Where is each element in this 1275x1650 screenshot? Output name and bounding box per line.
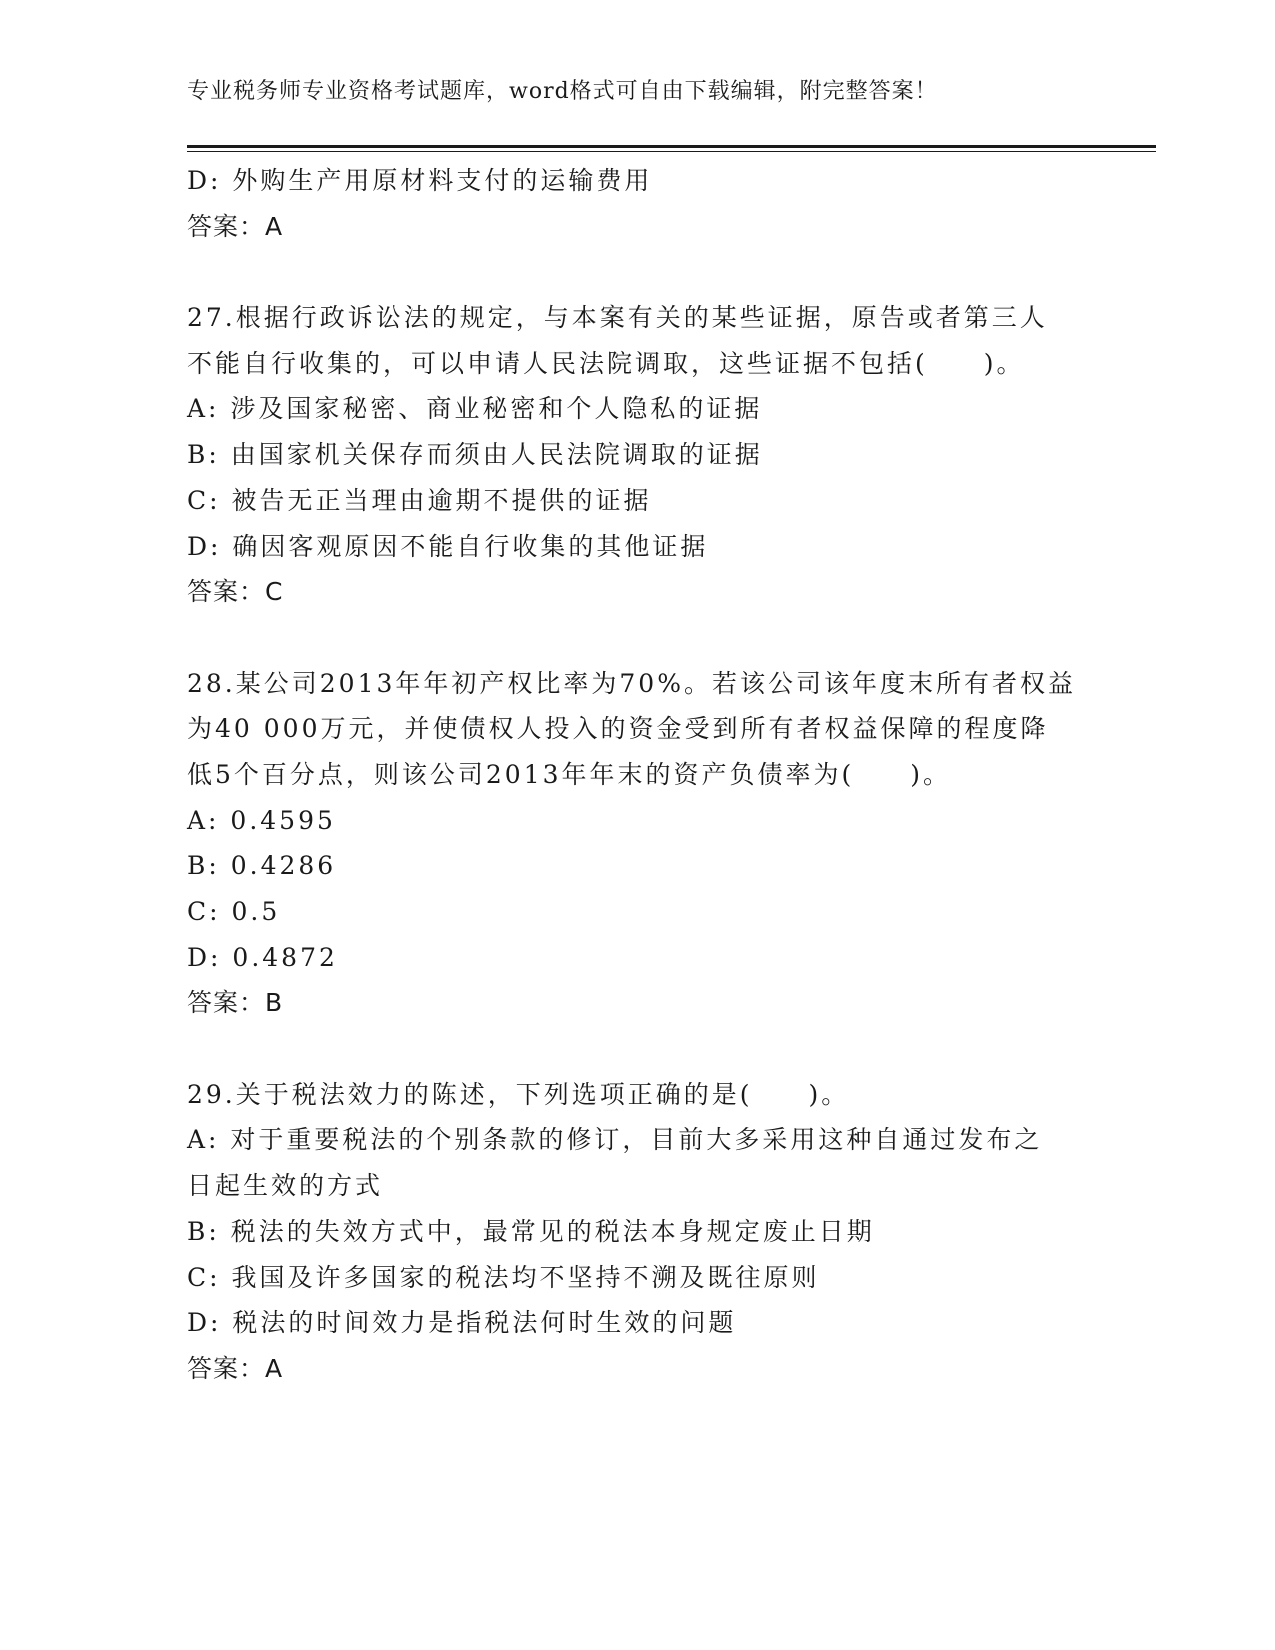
page-header: 专业税务师专业资格考试题库，word格式可自由下载编辑，附完整答案！ — [187, 79, 938, 104]
q26-answer: 答案：A — [187, 211, 284, 241]
q28-stem-line-1: 28.某公司2013年年初产权比率为70%。若该公司该年度末所有者权益 — [187, 668, 1076, 698]
q26-option-d: D: 外购生产用原材料支付的运输费用 — [187, 166, 653, 195]
q28-option-a: A: 0.4595 — [187, 805, 336, 835]
q29-option-c: C: 我国及许多国家的税法均不坚持不溯及既往原则 — [187, 1262, 820, 1292]
q28-option-b: B: 0.4286 — [187, 851, 337, 881]
spacer — [187, 1026, 1087, 1072]
question-27 — [187, 295, 1087, 615]
question-28 — [187, 661, 1087, 1027]
q27-option-b: B: 由国家机关保存而须由人民法院调取的证据 — [187, 440, 763, 470]
question-29 — [187, 1072, 1087, 1392]
q27-answer: 答案：C — [187, 577, 284, 607]
q28-answer: 答案：B — [187, 988, 284, 1018]
q27-option-a: A: 涉及国家秘密、商业秘密和个人隐私的证据 — [187, 394, 763, 424]
q29-answer: 答案：A — [187, 1353, 284, 1383]
spacer — [187, 249, 1087, 295]
q28-stem-line-2: 为40 000万元，并使债权人投入的资金受到所有者权益保障的程度降 — [187, 714, 1049, 744]
header-rule-thick — [187, 145, 1156, 148]
q28-stem-line-3: 低5个百分点，则该公司2013年年末的资产负债率为( )。 — [187, 759, 952, 789]
q27-option-c: C: 被告无正当理由逾期不提供的证据 — [187, 485, 652, 515]
q29-option-a: A: 对于重要税法的个别条款的修订，目前大多采用这种自通过发布之 — [187, 1125, 1043, 1155]
q29-option-b: B: 税法的失效方式中，最常见的税法本身规定废止日期 — [187, 1216, 875, 1246]
q28-option-c: C: 0.5 — [187, 897, 281, 926]
q27-stem-line-2: 不能自行收集的，可以申请人民法院调取，这些证据不包括( )。 — [187, 348, 1025, 378]
q27-option-d: D: 确因客观原因不能自行收集的其他证据 — [187, 531, 709, 561]
q29-option-d: D: 税法的时间效力是指税法何时生效的问题 — [187, 1308, 737, 1338]
q28-option-d: D: 0.4872 — [187, 942, 338, 972]
question-content — [187, 158, 1087, 1392]
q29-stem-line-1: 29.关于税法效力的陈述，下列选项正确的是( )。 — [187, 1079, 850, 1109]
header-rule-thin — [187, 151, 1156, 152]
q27-stem-line-1: 27.根据行政诉讼法的规定，与本案有关的某些证据，原告或者第三人 — [187, 303, 1048, 333]
spacer — [187, 615, 1087, 661]
q29-option-a-cont: 日起生效的方式 — [187, 1171, 384, 1201]
